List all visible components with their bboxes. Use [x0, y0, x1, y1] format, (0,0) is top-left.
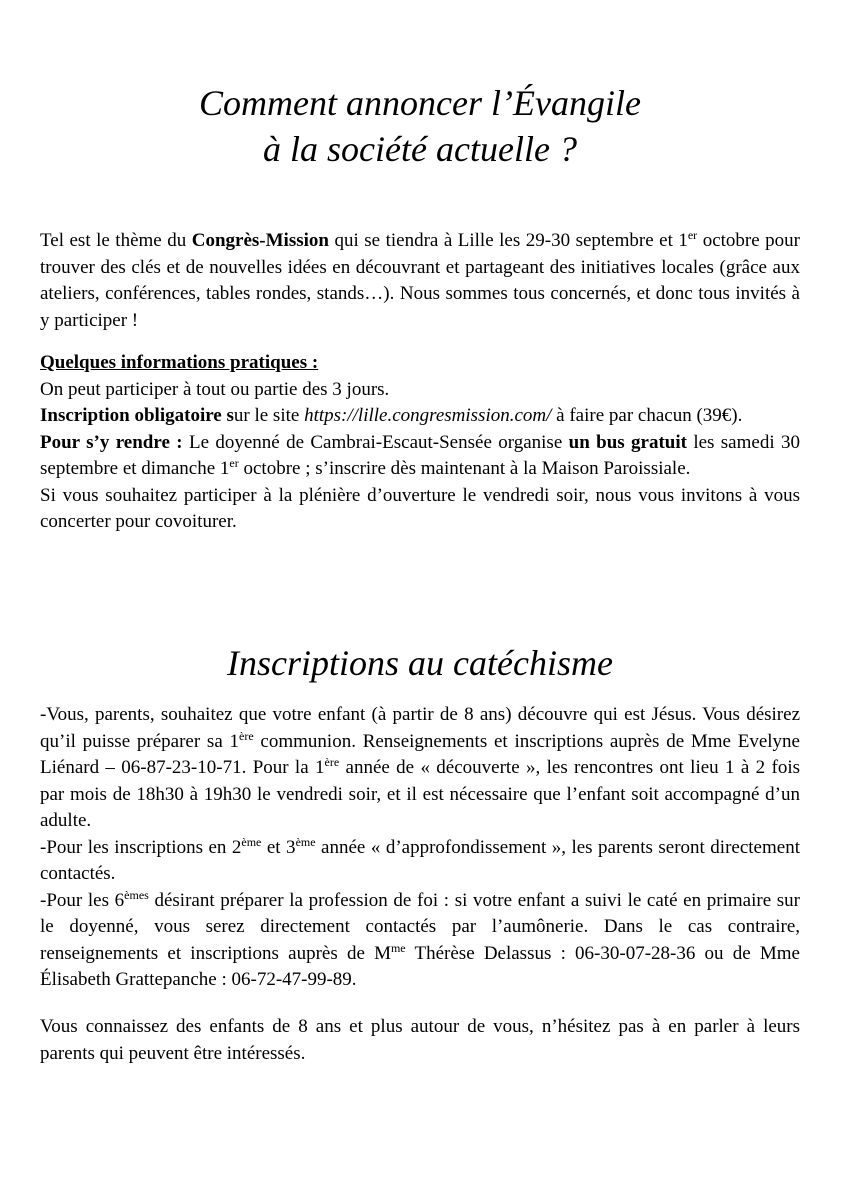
travel-text-3: octobre ; s’inscrire dès maintenant à la Maison Paroissiale.	[238, 458, 691, 479]
catechism-paragraph-1	[40, 702, 800, 835]
cat-p3-sup-2: me	[390, 940, 406, 955]
cat-p1-sup-1: ère	[239, 728, 254, 743]
catechism-paragraph-3	[40, 888, 800, 994]
catechism-block	[40, 702, 800, 994]
congres-intro-paragraph	[40, 228, 800, 334]
title-line-1: Comment annoncer l’Évangile	[199, 83, 641, 123]
cat-p1-text-c: année de « découverte », les rencontres ont lieu 1 à 2 fois par mois de 18h30 à 19h30 le vendredi soir, et il est nécessaire que l’enfant soit accompagné d’un adulte.	[40, 757, 800, 831]
cat-p3-sup-1: èmes	[124, 887, 149, 902]
friday-paragraph: Si vous souhaitez participer à la plénière d’ouverture le vendredi soir, nous vous invitons à vous concerter pour covoiturer.	[40, 484, 800, 532]
cat-p1-sup-2: ère	[324, 755, 340, 769]
intro-text-3: octobre pour trouver des clés et de nouvelles idées en découvrant et partageant des initiatives locales (grâce aux ateliers, conférences, tables rondes, stands…). Nous sommes tous concernés, et donc tous invités à y participer !	[40, 230, 800, 331]
cat-p2-text-b: et 3	[261, 836, 296, 858]
congres-mission-title	[40, 80, 800, 172]
travel-superscript: er	[229, 456, 239, 470]
practical-info-heading: Quelques informations pratiques :	[40, 352, 319, 373]
travel-bold: Pour s’y rendre :	[40, 431, 183, 453]
congres-mission-name: Congrès-Mission	[191, 230, 329, 251]
closing-paragraph: Vous connaissez des enfants de 8 ans et plus autour de vous, n’hésitez pas à en parler à leurs parents qui peuvent être intéressés.	[40, 1016, 800, 1064]
registration-url: https://lille.congresmission.com/	[304, 405, 552, 426]
cat-p3-text-c: Thérèse Delassus : 06-30-07-28-36 ou de Mme Élisabeth Grattepanche : 06-72-47-99-89.	[40, 942, 800, 990]
registration-text-2: à faire par chacun (39€).	[551, 405, 743, 426]
travel-text-2: les samedi 30 septembre et dimanche 1	[40, 431, 800, 479]
registration-paragraph	[40, 403, 800, 430]
intro-superscript: er	[687, 228, 698, 242]
practical-info-heading-line	[40, 350, 800, 377]
cat-p3-text-a: -Pour les 6	[40, 889, 125, 911]
travel-text-1: Le doyenné de Cambrai-Escaut-Sensée organise	[182, 431, 569, 453]
cat-p2-text-a: -Pour les inscriptions en 2	[40, 836, 242, 858]
registration-text-1: ur le site	[233, 405, 305, 426]
catechism-title: Inscriptions au catéchisme	[227, 643, 613, 683]
attendance-line: On peut participer à tout ou partie des 3 jours.	[40, 378, 390, 400]
cat-p2-sup-2: ème	[295, 834, 316, 849]
travel-paragraph	[40, 430, 800, 483]
cat-p1-text-a: -Vous, parents, souhaitez que votre enfant (à partir de 8 ans) découvre qui est Jésus. Vous désirez qu’il puisse préparer sa 1	[40, 704, 800, 752]
intro-text-2: qui se tiendra à Lille les 29-30 septembre et 1	[328, 230, 688, 251]
intro-text-1: Tel est le thème du	[40, 230, 192, 251]
cat-p2-text-c: année « d’approfondissement », les parents seront directement contactés.	[40, 836, 800, 884]
free-bus-bold: un bus gratuit	[568, 431, 687, 453]
practical-info-block	[40, 350, 800, 536]
registration-bold: Inscription obligatoire s	[40, 405, 234, 426]
title-line-2: à la société actuelle ?	[263, 129, 577, 169]
cat-p2-sup-1: ème	[241, 834, 262, 849]
cat-p1-text-b: communion. Renseignements et inscriptions auprès de Mme Evelyne Liénard – 06-87-23-10-71. Pour la 1	[40, 730, 800, 778]
cat-p3-text-b: désirant préparer la profession de foi : si votre enfant a suivi le caté en primaire sur le doyenné, vous serez directement contactés par l’aumônerie. Dans le cas contraire, renseignements et inscriptions auprès de M	[40, 889, 801, 964]
catechism-paragraph-2	[40, 835, 800, 888]
